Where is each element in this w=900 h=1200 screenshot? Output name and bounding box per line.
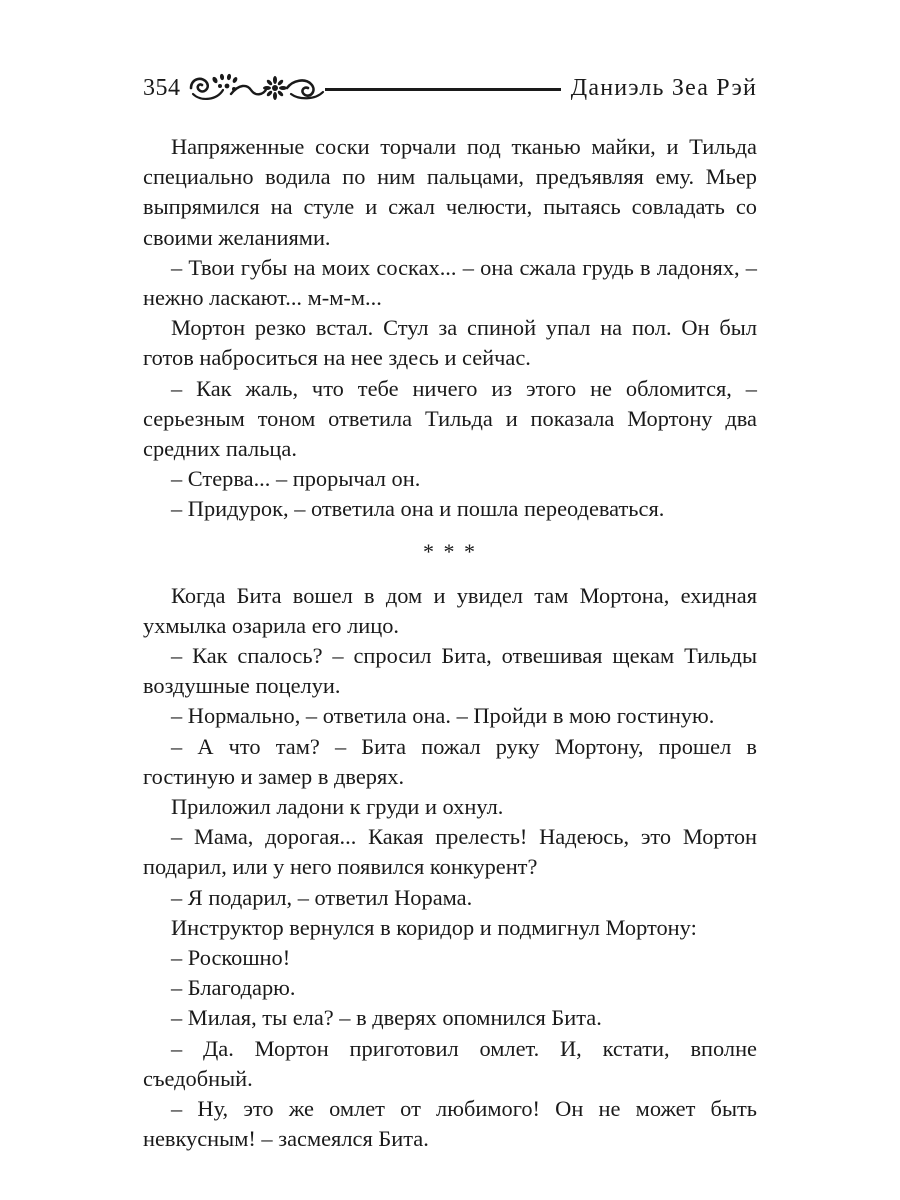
section-separator: * * * bbox=[423, 538, 477, 564]
paragraph: – Стерва... – прорычал он. bbox=[171, 466, 421, 492]
paragraph: Мортон резко встал. Стул за спиной упал на пол. Он был готов наброситься на нее здесь и сейчас. bbox=[143, 315, 757, 371]
header-rule bbox=[325, 88, 561, 91]
flourish-ornament-icon bbox=[187, 70, 327, 106]
paragraph: – Роскошно! bbox=[171, 945, 291, 971]
paragraph: – Ну, это же омлет от любимого! Он не может быть невкусным! – засмеялся Бита. bbox=[143, 1096, 757, 1152]
author-name: Даниэль Зеа Рэй bbox=[570, 75, 757, 101]
book-page bbox=[143, 66, 757, 1152]
page-number: 354 bbox=[143, 75, 181, 101]
paragraph: – Нормально, – ответила она. – Пройди в мою гостиную. bbox=[171, 703, 715, 729]
paragraph: – Мама, дорогая... Какая прелесть! Надеюсь, это Мортон подарил, или у него появился конкурент? bbox=[143, 824, 757, 880]
body-text bbox=[143, 132, 757, 1155]
paragraph: Напряженные соски торчали под тканью майки, и Тильда специально водила по ним пальцами, предъявляя ему. Мьер выпрямился на стуле и сжал челюсти, пытаясь совладать со своими желаниями. bbox=[143, 134, 757, 250]
paragraph: – Как жаль, что тебе ничего из этого не обломится, – серьезным тоном ответила Тильда и показала Мортону два средних пальца. bbox=[143, 375, 757, 462]
paragraph: – А что там? – Бита пожал руку Мортону, прошел в гостиную и замер в дверях. bbox=[143, 733, 757, 789]
paragraph: – Милая, ты ела? – в дверях опомнился Бита. bbox=[171, 1005, 602, 1031]
paragraph: Инструктор вернулся в коридор и подмигнул Мортону: bbox=[171, 914, 697, 940]
paragraph: Когда Бита вошел в дом и увидел там Мортона, ехидная ухмылка озарила его лицо. bbox=[143, 582, 757, 638]
paragraph: – Твои губы на моих сосках... – она сжала грудь в ладонях, – нежно ласкают... м-м-м... bbox=[143, 254, 757, 311]
paragraph: – Благодарю. bbox=[171, 975, 296, 1001]
paragraph: – Придурок, – ответила она и пошла переодеваться. bbox=[171, 496, 665, 522]
running-header bbox=[143, 66, 757, 110]
paragraph: Приложил ладони к груди и охнул. bbox=[171, 794, 504, 820]
paragraph: – Я подарил, – ответил Норама. bbox=[171, 884, 473, 910]
paragraph: – Да. Мортон приготовил омлет. И, кстати, вполне съедобный. bbox=[143, 1035, 757, 1091]
paragraph: – Как спалось? – спросил Бита, отвешивая щекам Тильды воздушные поцелуи. bbox=[143, 643, 757, 699]
